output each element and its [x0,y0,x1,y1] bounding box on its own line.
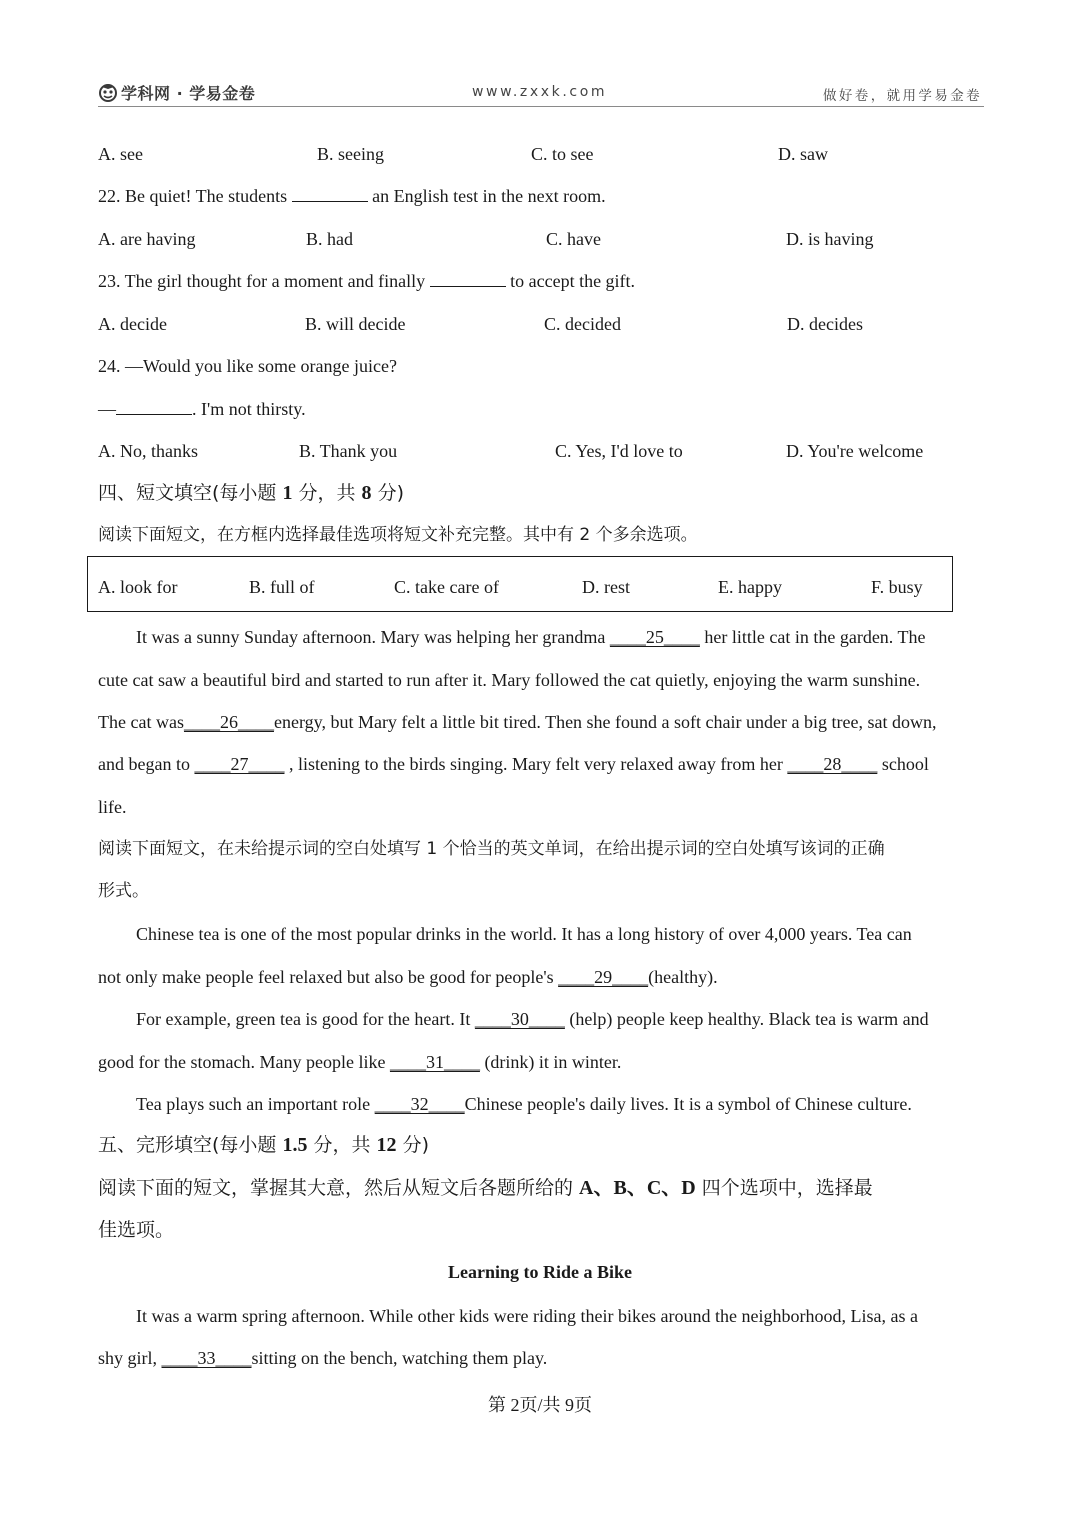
passage1-line2: cute cat saw a beautiful bird and started to run after it. Mary followed the cat quietly, enjoying the warm sunshine. [98,670,921,690]
passage1-line1-start: It was a sunny Sunday afternoon. Mary was helping her grandma [136,627,610,647]
q24-stem: 24. —Would you like some orange juice? [98,356,397,376]
q21-option-d: D. saw [778,144,828,164]
passage5-line1: It was a warm spring afternoon. While other kids were riding their bikes around the neighborhood, Lisa, as a [136,1306,918,1326]
header-logo [98,80,255,104]
section5-instr-start: 阅读下面的短文，掌握其大意，然后从短文后各题所给的 [98,1177,580,1199]
instruction2-line1: 阅读下面短文，在未给提示词的空白处填写 1 个恰当的英文单词，在给出提示词的空白处填写该词的正确 [98,839,885,859]
blank-33: ____33____ [161,1348,252,1368]
passage1-line3-end: energy, but Mary felt a little bit tired. Then she found a soft chair under a big tree, sat down, [273,712,937,732]
q24-reply [98,397,306,421]
q22-stem [98,184,606,208]
passage2-line1: Chinese tea is one of the most popular drinks in the world. It has a long history of over 4,000 years. Tea can [136,924,912,944]
word-bank-option-b: B. full of [249,577,315,597]
instruction2-line2: 形式。 [98,881,149,901]
section5-instruction-line2 [98,1217,174,1243]
q23-stem-start: 23. The girl thought for a moment and finally [98,271,430,291]
word-bank-option-d: D. rest [582,577,630,597]
q24-option-d: D. You're welcome [786,441,924,461]
passage1-line4 [98,752,929,776]
q24-option-c: C. Yes, I'd love to [555,441,683,461]
q21-option-c: C. to see [531,144,594,164]
q21-option-a: A. see [98,144,143,164]
section5-instr-line2-text: 佳选项。 [98,1219,175,1241]
passage1-line4-start: and began to [98,754,195,774]
passage4-line1-start: Tea plays such an important role [136,1094,375,1114]
passage5-line2-start: shy girl, [98,1348,162,1368]
section4-instruction: 阅读下面短文，在方框内选择最佳选项将短文补充完整。其中有 2 个多余选项。 [98,525,698,545]
passage4-line1 [136,1092,912,1116]
section5-title-mid: 分，共 [307,1134,377,1156]
header-slogan: 做好卷，就用学易金卷 [823,88,982,104]
q22-option-b: B. had [306,229,353,249]
q24-blank [116,398,192,415]
blank-32: ____32____ [374,1094,465,1114]
section5-title-start: 五、完形填空(每小题 [98,1134,283,1156]
section4-title-end: 分) [371,482,404,504]
passage3-line1 [136,1007,929,1031]
passage3-line2 [98,1050,621,1074]
passage5-line2 [98,1346,547,1370]
section5-score-each: 1.5 [282,1134,308,1156]
q24-option-a: A. No, thanks [98,441,198,461]
passage-title: Learning to Ride a Bike [447,1262,632,1282]
passage1-line3 [98,710,936,734]
section4-title-mid: 分，共 [292,482,362,504]
q21-option-b: B. seeing [317,144,384,164]
word-bank-option-a: A. look for [98,577,178,597]
header-url: www.zxxk.com [472,84,608,100]
blank-25: ____25____ [609,627,700,647]
blank-27: ____27____ [194,754,285,774]
passage1-line1-end: her little cat in the garden. The [699,627,926,647]
q22-option-c: C. have [546,229,601,249]
passage3-line2-start: good for the stomach. Many people like [98,1052,390,1072]
blank-30: ____30____ [474,1009,565,1029]
q23-option-d: D. decides [787,314,863,334]
page-number: 第 2页/共 9页 [487,1395,592,1415]
header-divider [98,106,984,107]
passage1-line4-end: school [877,754,929,774]
passage1-line4-mid: , listening to the birds singing. Mary felt very relaxed away from her [284,754,788,774]
word-bank-option-f: F. busy [871,577,923,597]
q23-option-b: B. will decide [305,314,406,334]
logo-icon [98,82,118,102]
passage3-line1-end: (help) people keep healthy. Black tea is warm and [564,1009,929,1029]
section4-title-start: 四、短文填空(每小题 [98,482,283,504]
passage4-line1-end: Chinese people's daily lives. It is a symbol of Chinese culture. [464,1094,912,1114]
word-bank-option-c: C. take care of [394,577,499,597]
q24-reply-dash: — [98,399,116,419]
word-bank-box [87,556,953,612]
section5-title-end: 分) [396,1134,429,1156]
section5-instr-end: 四个选项中，选择最 [695,1177,873,1199]
passage1-line5: life. [98,797,127,817]
q23-stem [98,269,635,293]
q23-stem-end: to accept the gift. [505,271,636,291]
q22-stem-start: 22. Be quiet! The students [98,186,292,206]
passage2-line2 [98,965,718,989]
q23-option-a: A. decide [98,314,167,334]
q24-reply-end: . I'm not thirsty. [192,399,306,419]
section5-instr-letters: A、B、C、D [579,1177,696,1199]
section5-score-total: 12 [376,1134,397,1156]
passage1-line3-start: The cat was [98,712,184,732]
q22-option-d: D. is having [786,229,874,249]
blank-28: ____28____ [787,754,878,774]
q22-stem-end: an English test in the next room. [367,186,606,206]
q22-option-a: A. are having [98,229,196,249]
section4-score-each: 1 [282,482,293,504]
q22-blank [292,185,368,202]
section5-heading [98,1132,429,1158]
passage3-line1-start: For example, green tea is good for the heart. It [136,1009,475,1029]
blank-31: ____31____ [389,1052,480,1072]
q23-option-c: C. decided [544,314,621,334]
section4-score-total: 8 [361,482,372,504]
section5-instruction-line1 [98,1175,873,1201]
passage2-line2-end: (healthy). [648,967,718,987]
blank-26: ____26____ [183,712,274,732]
passage1-line1 [136,625,925,649]
logo-text: 学科网 · 学易金卷 [121,83,256,103]
passage3-line2-end: (drink) it in winter. [479,1052,622,1072]
word-bank-option-e: E. happy [718,577,782,597]
blank-29: ____29____ [558,967,649,987]
section4-heading [98,480,404,506]
passage5-line2-end: sitting on the bench, watching them play. [251,1348,548,1368]
passage2-line2-start: not only make people feel relaxed but also be good for people's [98,967,559,987]
q23-blank [430,270,506,287]
q24-option-b: B. Thank you [299,441,398,461]
